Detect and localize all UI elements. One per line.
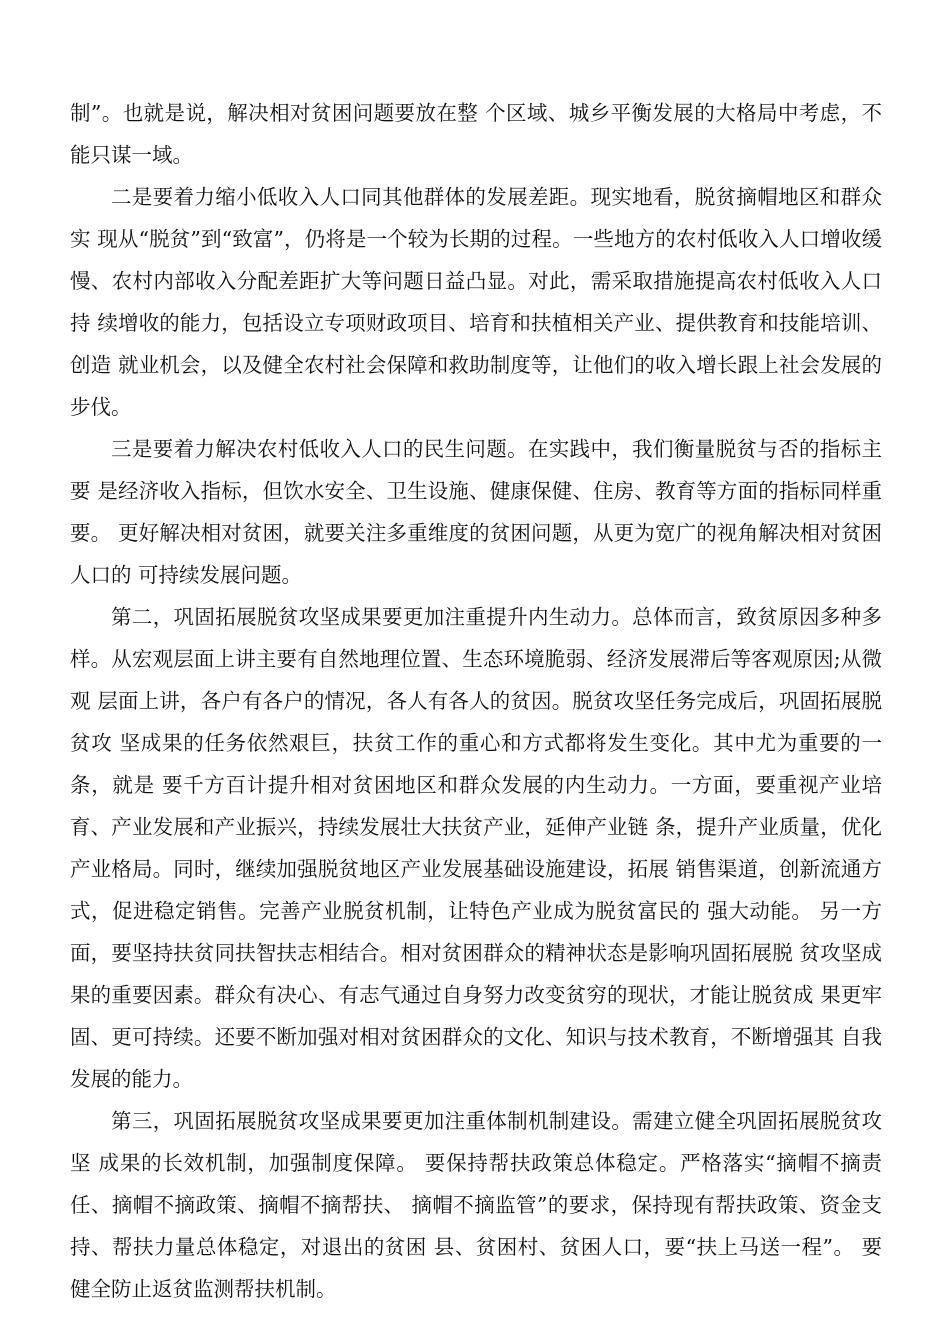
paragraph-internal-motivation: 第二，巩固拓展脱贫攻坚成果要更加注重提升内生动力。总体而言，致贫原因多种多 样。从宏观层面上讲主要有自然地理位置、生态环境脆弱、经济发展滞后等客观原因;从微观 层面上讲，各户有各户的情况，各人有各人的贫因。脱贫攻坚任务完成后，巩固拓展脱贫攻 坚成果的任务依然艰巨，扶贫工作的重心和方式都将发生变化。其中尤为重要的一条，就是 要千方百计提升相对贫困地区和群众发展的内生动力。一方面，要重视产业培育、产业发展和产业振兴，持续发展壮大扶贫产业，延伸产业链 条，提升产业质量，优化产业格局。同时，继续加强脱贫地区产业发展基础设施建设，拓展 销售渠道，创新流通方式，促进稳定销售。完善产业脱贫机制，让特色产业成为脱贫富民的 强大动能。 另一方面，要坚持扶贫同扶智扶志相结合。相对贫困群众的精神状态是影响巩固拓展脱 贫攻坚成果的重要因素。群众有决心、有志气通过自身努力改变贫穷的现状，才能让脱贫成 果更牢固、更可持续。还要不断加强对相对贫困群众的文化、知识与技术教育，不断增强其 自我发展的能力。 xyxy=(70,605,882,1091)
paragraph-institutional-mechanism: 第三，巩固拓展脱贫攻坚成果要更加注重体制机制建设。需建立健全巩固拓展脱贫攻坚 成果的长效机制，加强制度保障。 要保持帮扶政策总体稳定。严格落实“摘帽不摘责任、摘帽不摘政策、摘帽不摘帮扶、 摘帽不摘监管”的要求，保持现有帮扶政策、资金支持、帮扶力量总体稳定，对退出的贫困 县、贫困村、贫困人口，要“扶上马送一程”。 要健全防止返贫监测帮扶机制。 xyxy=(70,1109,882,1301)
paragraph-livelihood-issues: 三是要着力解决农村低收入人口的民生问题。在实践中，我们衡量脱贫与否的指标主要 是经济收入指标，但饮水安全、卫生设施、健康保健、住房、教育等方面的指标同样重要。 更好解决相对贫困，就要关注多重维度的贫困问题，从更为宽广的视角解决相对贫困人口的 可持续发展问题。 xyxy=(70,437,882,587)
paragraph-narrow-income-gap: 二是要着力缩小低收入人口同其他群体的发展差距。现实地看，脱贫摘帽地区和群众实 现从“脱贫”到“致富”，仍将是一个较为长期的过程。一些地方的农村低收入人口增收缓 慢、农村内部收入分配差距扩大等问题日益凸显。对此，需采取措施提高农村低收入人口持 续增收的能力，包括设立专项财政项目、培育和扶植相关产业、提供教育和技能培训、创造 就业机会，以及健全农村社会保障和救助制度等，让他们的收入增长跟上社会发展的步伐。 xyxy=(70,185,882,419)
paragraph-continued: 制”。也就是说，解决相对贫困问题要放在整 个区域、城乡平衡发展的大格局中考虑，不能只谋一域。 xyxy=(70,101,882,167)
document-body xyxy=(70,92,882,1310)
